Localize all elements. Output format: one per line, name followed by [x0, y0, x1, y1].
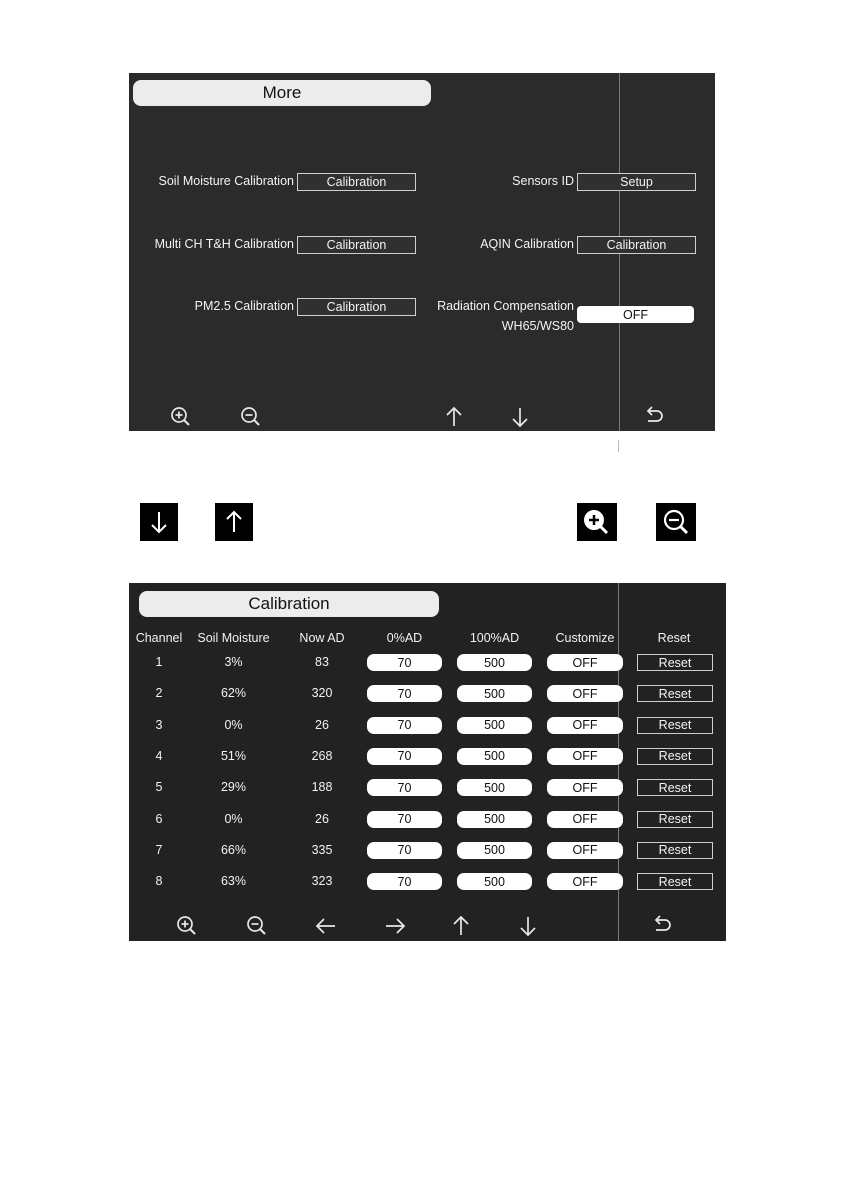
aqin-calibration-label: AQIN Calibration [480, 237, 574, 251]
divider-mark [618, 440, 619, 452]
ad100-input[interactable]: 500 [457, 748, 532, 765]
zoom-out-icon [656, 503, 696, 541]
channel-cell: 7 [155, 842, 163, 857]
header-reset: Reset [657, 631, 691, 645]
arrow-up-icon[interactable] [441, 404, 467, 430]
soil-moisture-cell: 51% [220, 748, 247, 763]
radiation-compensation-label: Radiation Compensation [437, 299, 574, 313]
header-customize: Customize [555, 631, 615, 645]
channel-cell: 8 [155, 874, 163, 889]
reset-button[interactable]: Reset [637, 685, 713, 702]
channel-cell: 3 [155, 717, 163, 732]
ad100-input[interactable]: 500 [457, 654, 532, 671]
arrow-down-icon[interactable] [507, 404, 533, 430]
header-now-ad: Now AD [299, 631, 345, 645]
zoom-in-icon[interactable] [168, 404, 194, 430]
page-title: Calibration [139, 591, 439, 617]
ad0-input[interactable]: 70 [367, 685, 442, 702]
multi-ch-calibration-button[interactable]: Calibration [297, 236, 416, 254]
channel-cell: 4 [155, 748, 163, 763]
soil-moisture-calibration-label: Soil Moisture Calibration [158, 174, 294, 188]
calibration-screen [129, 583, 726, 941]
now-ad-cell: 268 [311, 748, 333, 763]
reset-button[interactable]: Reset [637, 779, 713, 796]
reset-button[interactable]: Reset [637, 873, 713, 890]
now-ad-cell: 26 [315, 717, 329, 732]
soil-moisture-cell: 0% [224, 811, 243, 826]
sensors-id-label: Sensors ID [512, 174, 574, 188]
ad100-input[interactable]: 500 [457, 685, 532, 702]
zoom-out-icon[interactable] [244, 913, 270, 939]
now-ad-cell: 26 [315, 811, 329, 826]
zoom-in-icon[interactable] [174, 913, 200, 939]
soil-moisture-calibration-button[interactable]: Calibration [297, 173, 416, 191]
ad100-input[interactable]: 500 [457, 842, 532, 859]
more-screen [129, 73, 715, 431]
channel-cell: 5 [155, 780, 163, 795]
soil-moisture-cell: 62% [220, 686, 247, 701]
customize-toggle[interactable]: OFF [547, 717, 623, 734]
ad0-input[interactable]: 70 [367, 654, 442, 671]
customize-toggle[interactable]: OFF [547, 779, 623, 796]
ad100-input[interactable]: 500 [457, 873, 532, 890]
soil-moisture-cell: 66% [220, 842, 247, 857]
ad0-input[interactable]: 70 [367, 779, 442, 796]
now-ad-cell: 188 [311, 780, 333, 795]
ad100-input[interactable]: 500 [457, 811, 532, 828]
radiation-compensation-toggle[interactable]: OFF [577, 306, 694, 323]
channel-cell: 2 [155, 686, 163, 701]
reset-button[interactable]: Reset [637, 717, 713, 734]
arrow-left-icon[interactable] [313, 913, 339, 939]
now-ad-cell: 320 [311, 686, 333, 701]
soil-moisture-cell: 3% [224, 655, 243, 669]
arrow-down-icon [140, 503, 178, 541]
channel-cell: 1 [155, 655, 163, 669]
aqin-calibration-button[interactable]: Calibration [577, 236, 696, 254]
ad100-input[interactable]: 500 [457, 779, 532, 796]
pm25-calibration-label: PM2.5 Calibration [194, 299, 294, 313]
header-100-ad: 100%AD [469, 631, 520, 645]
reset-button[interactable]: Reset [637, 654, 713, 671]
soil-moisture-cell: 0% [224, 717, 243, 732]
ad0-input[interactable]: 70 [367, 717, 442, 734]
back-icon[interactable] [648, 913, 674, 939]
sensors-id-setup-button[interactable]: Setup [577, 173, 696, 191]
customize-toggle[interactable]: OFF [547, 654, 623, 671]
arrow-up-icon[interactable] [448, 913, 474, 939]
ad0-input[interactable]: 70 [367, 873, 442, 890]
soil-moisture-cell: 29% [220, 780, 247, 795]
ad0-input[interactable]: 70 [367, 842, 442, 859]
ad0-input[interactable]: 70 [367, 748, 442, 765]
now-ad-cell: 323 [311, 874, 333, 889]
back-icon[interactable] [640, 404, 666, 430]
now-ad-cell: 335 [311, 842, 333, 857]
customize-toggle[interactable]: OFF [547, 873, 623, 890]
reset-button[interactable]: Reset [637, 748, 713, 765]
header-channel: Channel [135, 631, 183, 645]
soil-moisture-cell: 63% [220, 874, 247, 889]
header-soil-moisture: Soil Moisture [197, 631, 270, 645]
arrow-down-icon[interactable] [515, 913, 541, 939]
multi-ch-calibration-label: Multi CH T&H Calibration [154, 237, 294, 251]
arrow-right-icon[interactable] [382, 913, 408, 939]
zoom-out-icon[interactable] [238, 404, 264, 430]
customize-toggle[interactable]: OFF [547, 748, 623, 765]
customize-toggle[interactable]: OFF [547, 685, 623, 702]
customize-toggle[interactable]: OFF [547, 811, 623, 828]
pm25-calibration-button[interactable]: Calibration [297, 298, 416, 316]
zoom-in-icon [577, 503, 617, 541]
ad100-input[interactable]: 500 [457, 717, 532, 734]
reset-button[interactable]: Reset [637, 811, 713, 828]
page-title: More [133, 80, 431, 106]
reset-button[interactable]: Reset [637, 842, 713, 859]
radiation-compensation-sublabel: WH65/WS80 [501, 319, 574, 333]
arrow-up-icon [215, 503, 253, 541]
channel-cell: 6 [155, 811, 163, 826]
ad0-input[interactable]: 70 [367, 811, 442, 828]
header-0-ad: 0%AD [386, 631, 423, 645]
now-ad-cell: 83 [315, 655, 329, 669]
customize-toggle[interactable]: OFF [547, 842, 623, 859]
